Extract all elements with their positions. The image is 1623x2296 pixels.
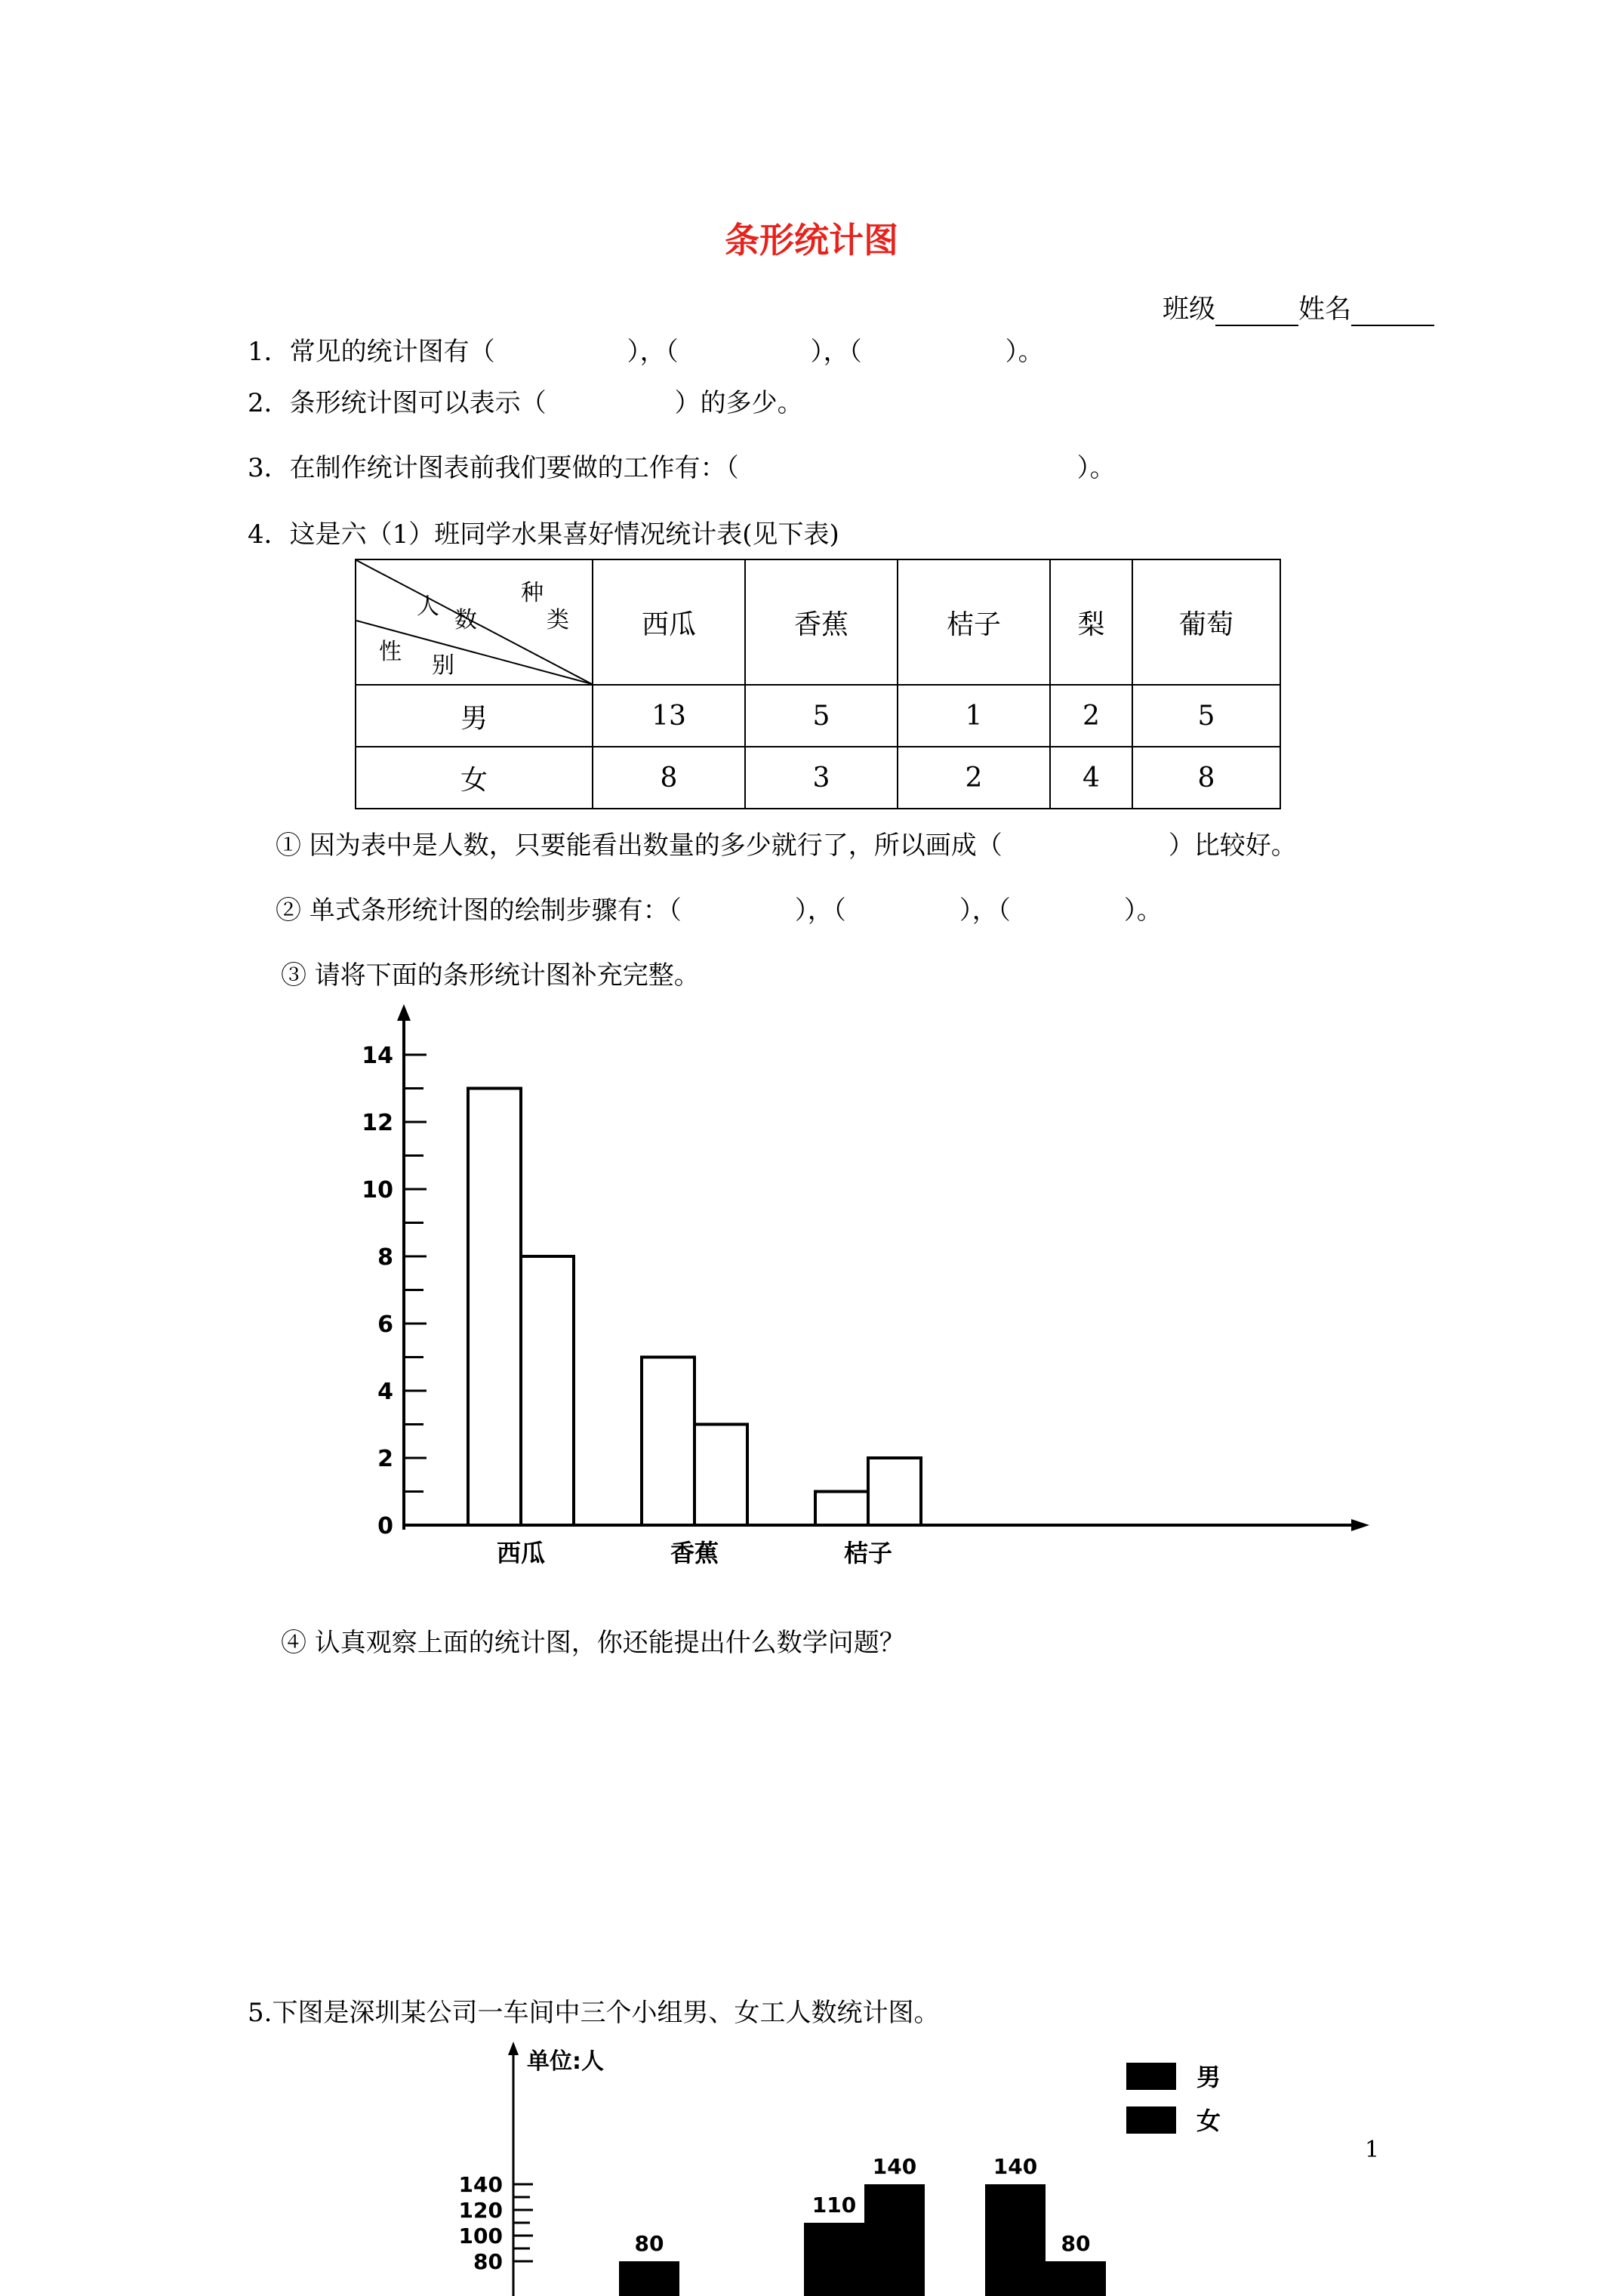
bar	[868, 1458, 921, 1525]
bar	[694, 1425, 747, 1526]
y-tick-label: 14	[362, 1043, 393, 1069]
bar	[619, 2261, 679, 2296]
table-corner-cell	[356, 559, 593, 685]
s3-line: ③ 请将下面的条形统计图补充完整。	[281, 960, 700, 991]
y-tick-label: 100	[458, 2224, 503, 2248]
table-cell: 8	[593, 747, 745, 809]
unit-label: 单位:人	[527, 2048, 604, 2075]
s1-text-a: ① 因为表中是人数，只要能看出数量的多少就行了，所以画成（	[276, 831, 1002, 861]
column-header: 桔子	[898, 559, 1050, 685]
table-cell: 1	[898, 685, 1050, 747]
y-tick-label: 2	[377, 1446, 393, 1472]
bar	[804, 2223, 864, 2296]
table-cell: 3	[745, 747, 898, 809]
name-blank[interactable]	[1351, 302, 1434, 326]
s2-text-b: ），（	[794, 895, 846, 926]
q3-line	[248, 447, 1116, 484]
s2-line	[276, 889, 1163, 926]
y-tick-label: 12	[362, 1110, 393, 1136]
table-cell: 8	[1132, 747, 1280, 809]
table-cell: 2	[1050, 685, 1132, 747]
table-cell: 5	[745, 685, 898, 747]
class-label: 班级	[1163, 294, 1216, 325]
table-cell: 4	[1050, 747, 1132, 809]
bar-data-label: 80	[1061, 2231, 1091, 2256]
x-category-label: 桔子	[843, 1539, 893, 1567]
q3-text-a: 3．在制作统计图表前我们要做的工作有：（	[248, 453, 739, 483]
bar	[521, 1256, 574, 1525]
q1-text-c: ），（	[810, 337, 862, 367]
q1-text-d: ）。	[1005, 337, 1044, 367]
bar-data-label: 110	[812, 2193, 857, 2217]
bar	[642, 1358, 694, 1526]
table-row	[356, 685, 1280, 747]
class-blank[interactable]	[1215, 302, 1298, 326]
row-label: 男	[356, 685, 593, 747]
legend-swatch	[1126, 2063, 1176, 2090]
row-label: 女	[356, 747, 593, 809]
q2-line	[248, 382, 803, 419]
y-tick-label: 10	[362, 1177, 393, 1203]
bar	[985, 2184, 1046, 2296]
x-axis-arrow	[1351, 1519, 1369, 1531]
q2-text-a: 2．条形统计图可以表示（	[248, 388, 547, 418]
y-tick-label: 6	[377, 1311, 393, 1338]
y-tick-label: 120	[458, 2198, 503, 2223]
page-title: 条形统计图	[725, 220, 898, 260]
q1-text-a: 1．常见的统计图有（	[248, 337, 495, 367]
q1-line	[248, 331, 1044, 368]
s2-text-d: ）。	[1123, 895, 1163, 926]
s2-text-c: ），（	[959, 895, 1011, 926]
bar	[815, 1492, 868, 1526]
corner-top-b: 类	[547, 607, 569, 633]
column-header: 香蕉	[745, 559, 898, 685]
column-header: 葡萄	[1132, 559, 1280, 685]
table-cell: 5	[1132, 685, 1280, 747]
corner-mid-b: 数	[454, 607, 477, 633]
bar	[468, 1089, 521, 1526]
page-number: 1	[1365, 2137, 1380, 2163]
s4-line: ④ 认真观察上面的统计图，你还能提出什么数学问题？	[281, 1628, 905, 1658]
column-header: 梨	[1050, 559, 1132, 685]
q5-line: 5.下图是深圳某公司一车间中三个小组男、女工人数统计图。	[248, 1998, 940, 2028]
corner-bot-a: 性	[379, 639, 402, 665]
bar-data-label: 140	[872, 2154, 917, 2179]
q1-text-b: ），（	[627, 337, 679, 367]
workshop-bar-chart	[0, 2039, 1623, 2296]
table-row	[356, 747, 1280, 809]
corner-bot-b: 别	[432, 652, 454, 679]
bar	[1046, 2261, 1106, 2296]
y-axis-arrow	[397, 1004, 411, 1021]
y-tick-label: 8	[377, 1244, 393, 1271]
x-category-label: 香蕉	[670, 1539, 719, 1567]
class-name-line	[1163, 288, 1434, 326]
name-label: 姓名	[1298, 294, 1352, 325]
y-axis-arrow	[508, 2042, 519, 2055]
table-header-row	[356, 559, 1280, 685]
corner-top-a: 种	[521, 580, 544, 606]
legend-label: 男	[1196, 2063, 1221, 2091]
legend-label: 女	[1196, 2106, 1221, 2135]
bar-data-label: 80	[634, 2231, 664, 2256]
q3-text-b: ）。	[1076, 453, 1116, 483]
column-header: 西瓜	[593, 559, 745, 685]
table-cell: 13	[593, 685, 745, 747]
legend-swatch	[1126, 2106, 1176, 2134]
bar-data-label: 140	[993, 2154, 1038, 2179]
s1-line	[276, 824, 1297, 861]
q2-text-b: ）的多少。	[674, 388, 803, 418]
corner-mid-a: 人	[417, 593, 439, 620]
s1-text-b: ）比较好。	[1168, 831, 1297, 861]
bar	[864, 2184, 925, 2296]
s2-text-a: ② 单式条形统计图的绘制步骤有：（	[276, 895, 682, 926]
y-tick-label: 80	[473, 2249, 503, 2274]
x-category-label: 西瓜	[496, 1539, 546, 1567]
y-tick-label: 0	[377, 1513, 393, 1539]
fruit-preference-table	[355, 559, 1281, 809]
y-tick-label: 4	[377, 1379, 393, 1405]
fruit-bar-chart	[0, 989, 1623, 1578]
table-cell: 2	[898, 747, 1050, 809]
q4-line: 4．这是六（1）班同学水果喜好情况统计表(见下表)	[248, 519, 839, 550]
y-tick-label: 140	[458, 2172, 503, 2197]
